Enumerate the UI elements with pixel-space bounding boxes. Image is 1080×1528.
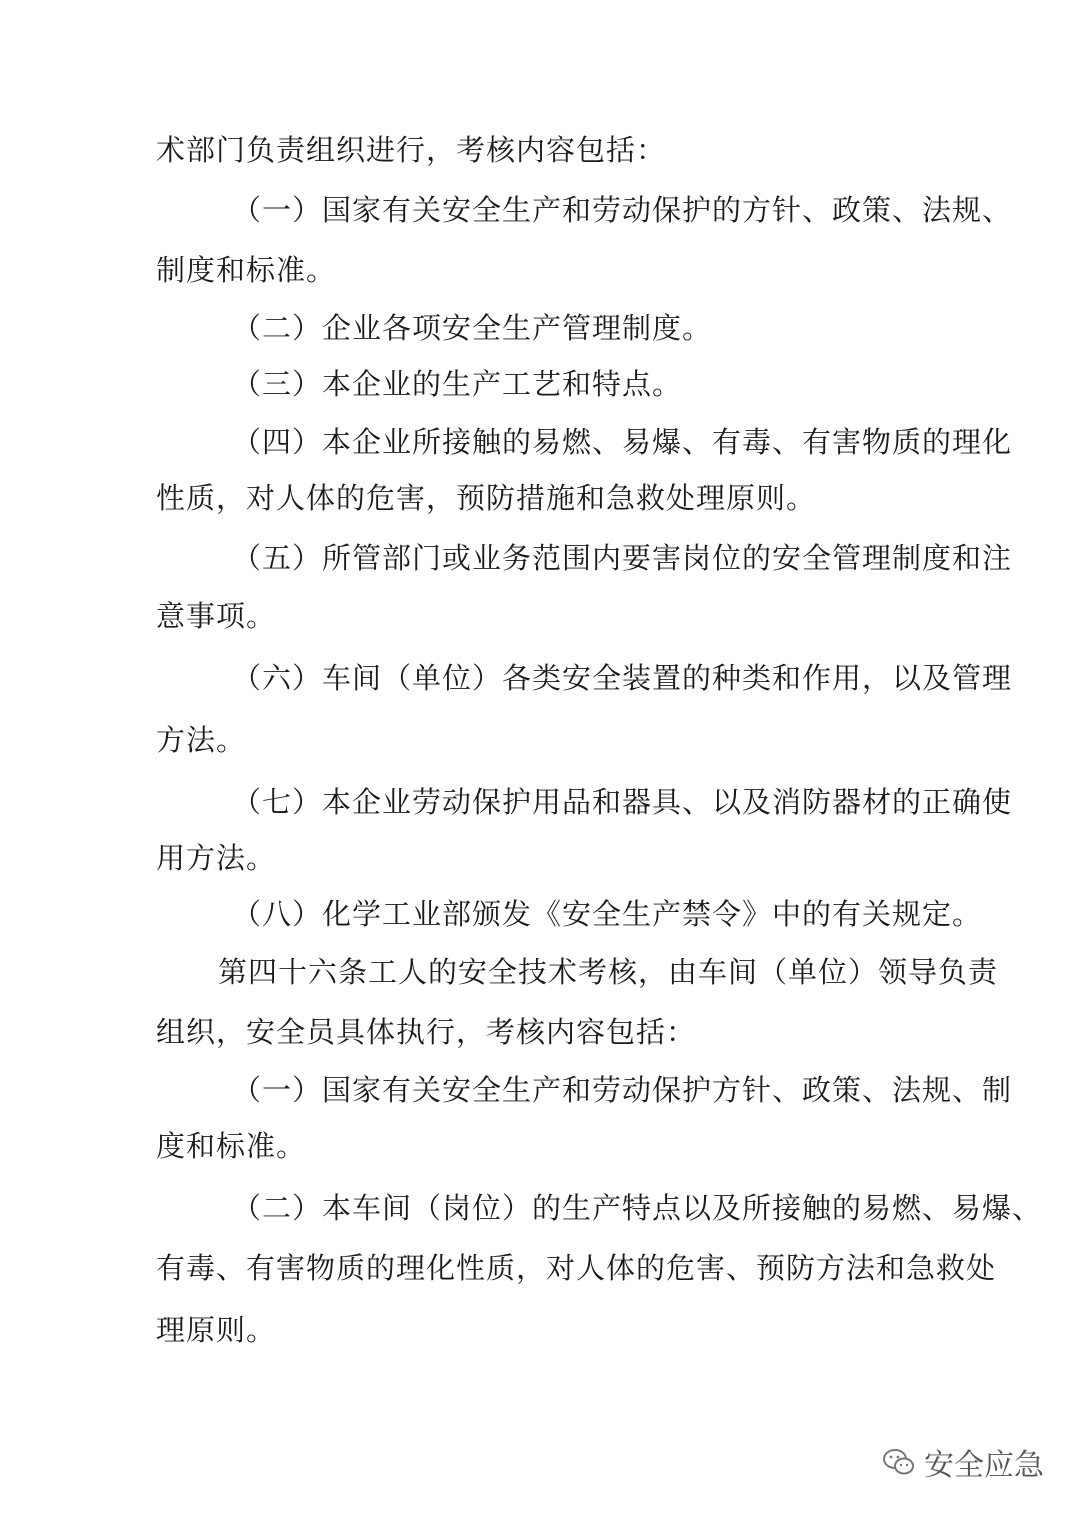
text-line: （四）本企业所接触的易燃、易爆、有毒、有害物质的理化 [232, 425, 1013, 459]
text-line: 理原则。 [156, 1313, 277, 1347]
text-line: （二）企业各项安全生产管理制度。 [232, 311, 713, 345]
text-line: （一）国家有关安全生产和劳动保护方针、政策、法规、制 [232, 1073, 1013, 1107]
text-line: （二）本车间（岗位）的生产特点以及所接触的易燃、易爆、 [232, 1191, 1043, 1225]
text-line: （三）本企业的生产工艺和特点。 [232, 367, 683, 401]
text-line: （七）本企业劳动保护用品和器具、以及消防器材的正确使 [232, 785, 1013, 819]
text-line: 性质，对人体的危害，预防措施和急救处理原则。 [156, 481, 817, 515]
text-line: （一）国家有关安全生产和劳动保护的方针、政策、法规、 [232, 193, 1013, 227]
text-line: （五）所管部门或业务范围内要害岗位的安全管理制度和注 [232, 541, 1013, 575]
text-line: 第四十六条工人的安全技术考核，由车间（单位）领导负责 [218, 955, 999, 989]
text-line: 术部门负责组织进行，考核内容包括： [156, 133, 667, 167]
text-line: 制度和标准。 [156, 253, 337, 287]
text-line: （六）车间（单位）各类安全装置的种类和作用，以及管理 [232, 661, 1013, 695]
text-line: 意事项。 [156, 599, 277, 633]
text-line: 组织，安全员具体执行，考核内容包括： [156, 1015, 697, 1049]
text-line: 用方法。 [156, 841, 277, 875]
text-line: 度和标准。 [156, 1129, 307, 1163]
text-line: （八）化学工业部颁发《安全生产禁令》中的有关规定。 [232, 897, 983, 931]
wechat-icon [882, 1447, 916, 1477]
text-line: 方法。 [156, 723, 247, 757]
watermark-text: 安全应急 [924, 1448, 1044, 1483]
watermark [882, 1440, 1044, 1484]
text-line: 有毒、有害物质的理化性质，对人体的危害、预防方法和急救处 [156, 1251, 997, 1285]
